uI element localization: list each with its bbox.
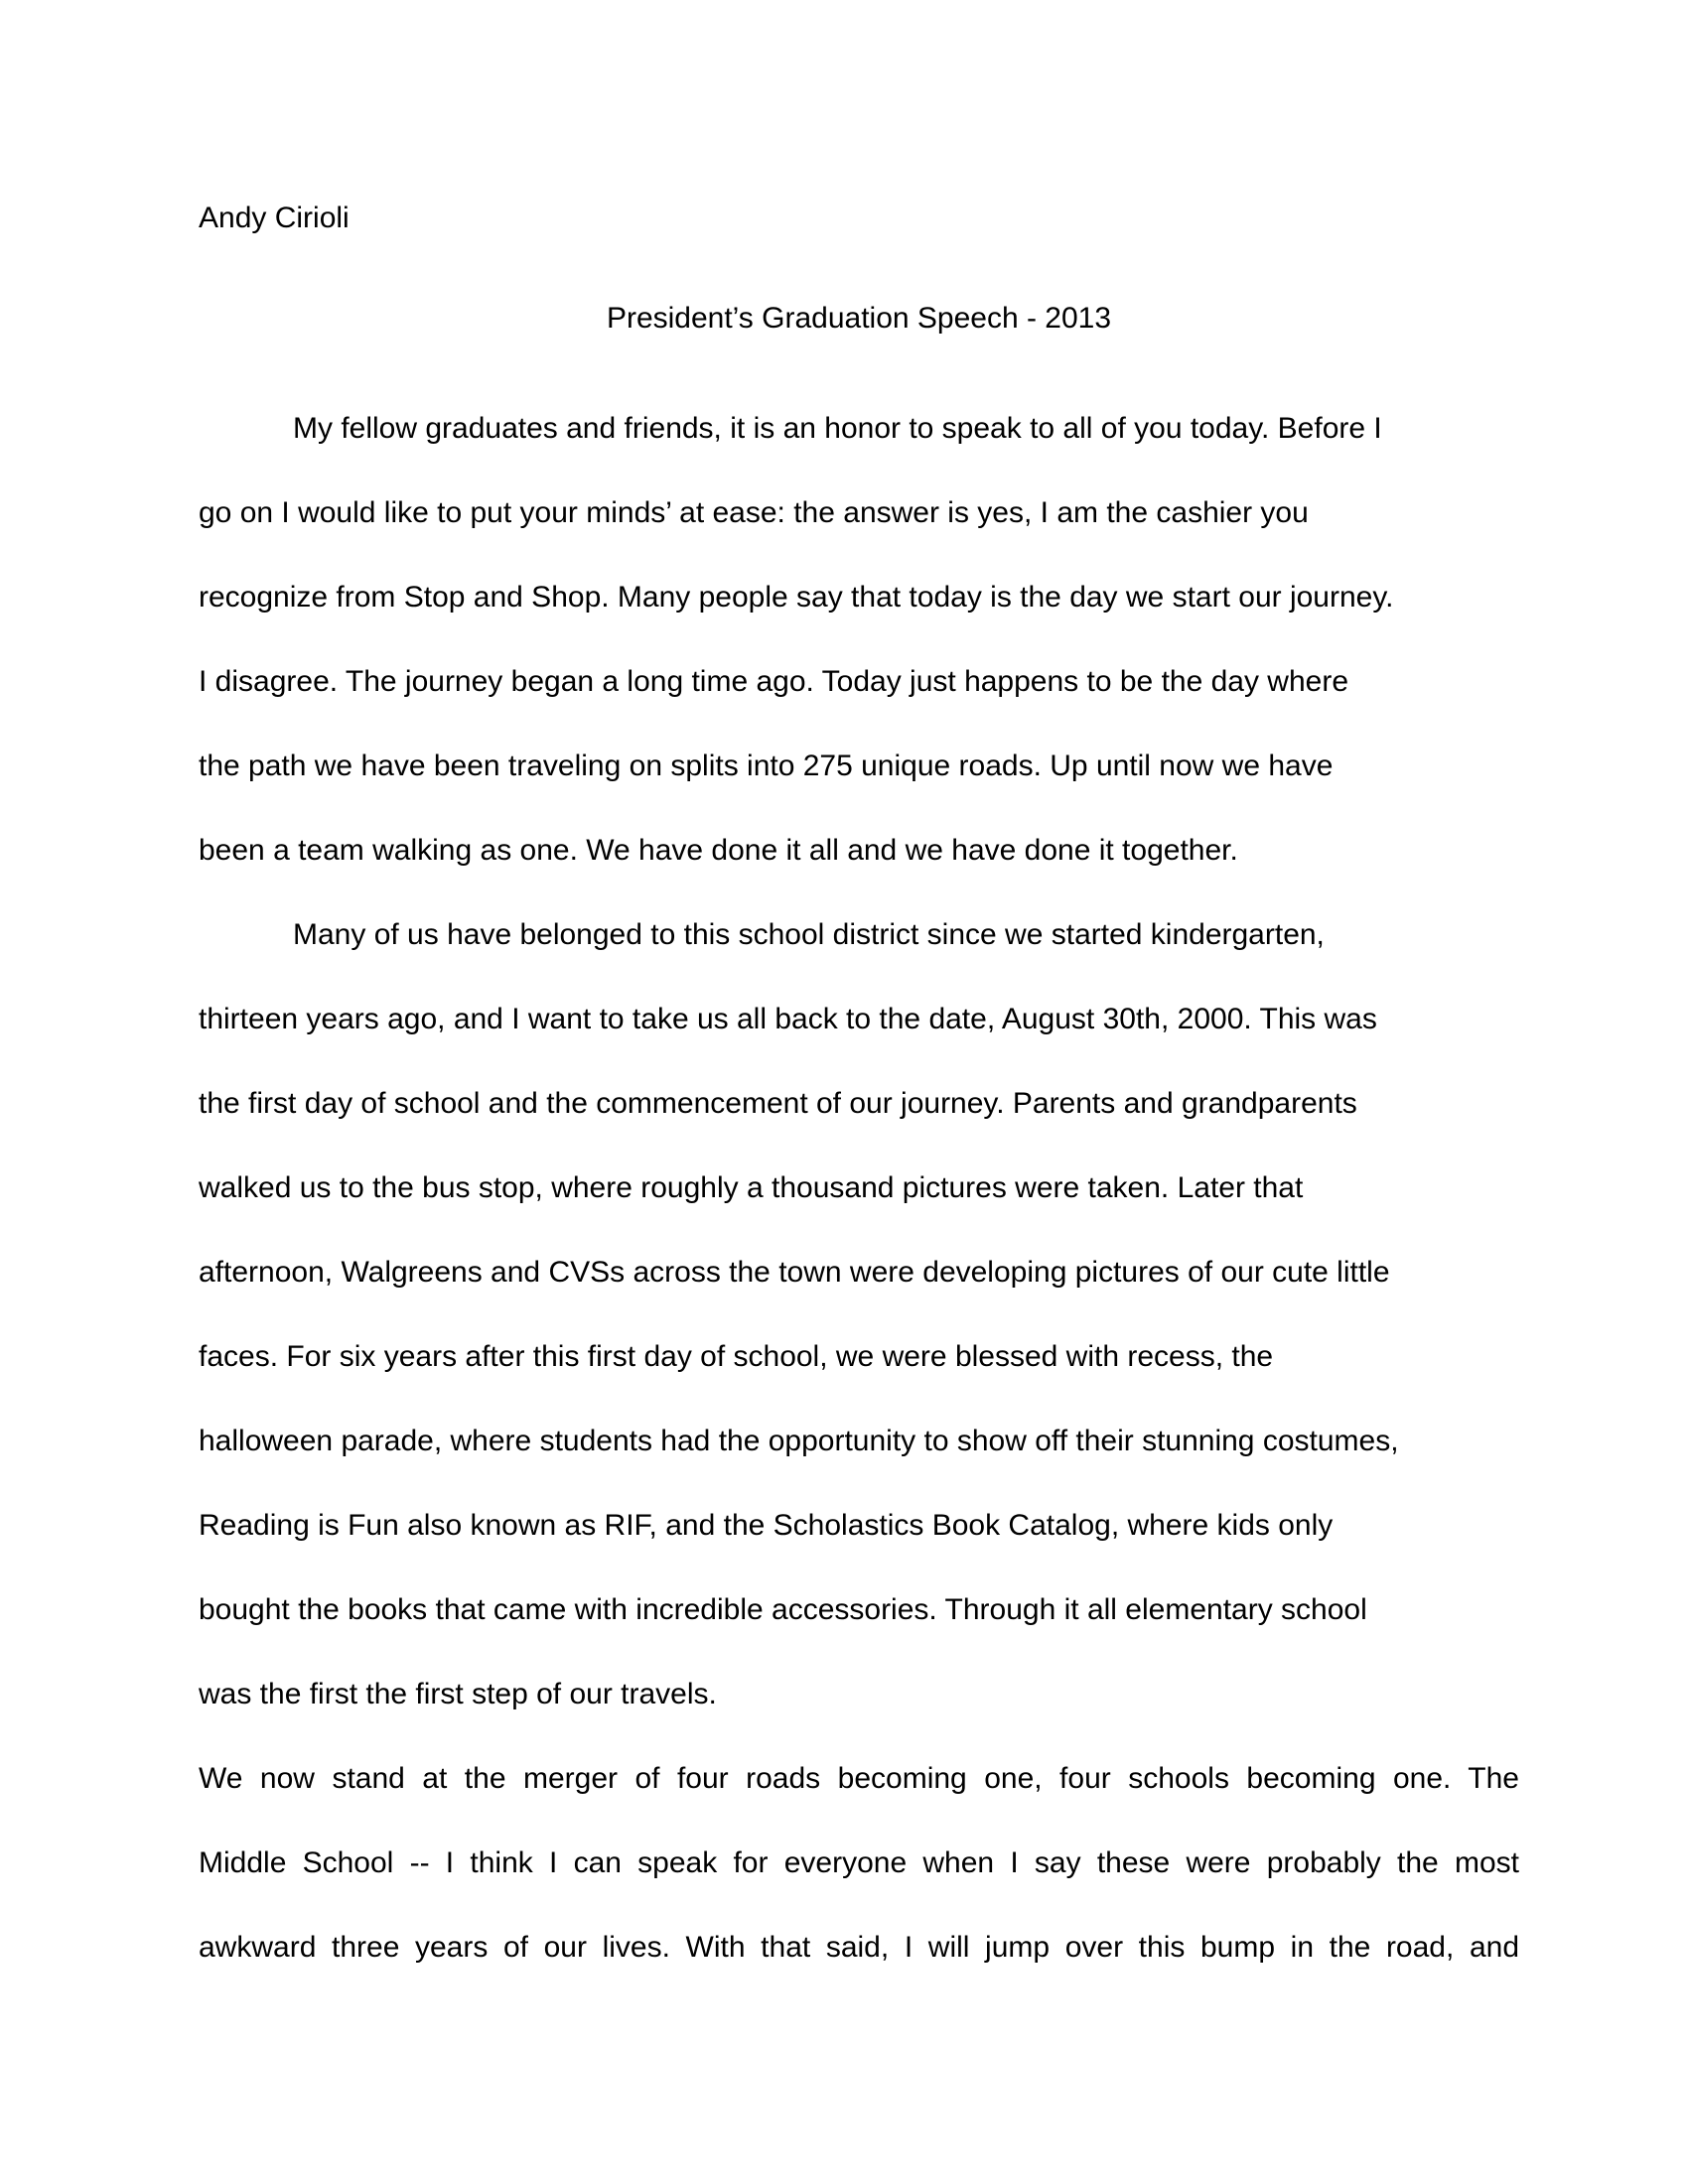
text-line: Reading is Fun also known as RIF, and the Scholastics Book Catalog, where kids only bbox=[199, 1509, 1334, 1542]
paragraph-2 bbox=[199, 892, 1519, 1736]
speech-title: President’s Graduation Speech - 2013 bbox=[606, 302, 1112, 335]
text-line: thirteen years ago, and I want to take us all back to the date, August 30th, 2000. This was bbox=[199, 1003, 1377, 1035]
text-line: bought the books that came with incredible accessories. Through it all elementary school bbox=[199, 1593, 1367, 1626]
text-line: faces. For six years after this first day of school, we were blessed with recess, the bbox=[199, 1340, 1274, 1373]
paragraph-3 bbox=[199, 1736, 1519, 1989]
text-line: the first day of school and the commencement of our journey. Parents and grandparents bbox=[199, 1087, 1357, 1120]
author-name: Andy Cirioli bbox=[199, 202, 350, 234]
text-line: halloween parade, where students had the opportunity to show off their stunning costumes, bbox=[199, 1425, 1399, 1457]
text-line: recognize from Stop and Shop. Many people say that today is the day we start our journey. bbox=[199, 581, 1394, 614]
text-line: Many of us have belonged to this school district since we started kindergarten, bbox=[293, 918, 1325, 951]
text-line: been a team walking as one. We have done it all and we have done it together. bbox=[199, 834, 1238, 867]
text-line: My fellow graduates and friends, it is an honor to speak to all of you today. Before I bbox=[293, 412, 1382, 445]
text-line: I disagree. The journey began a long time ago. Today just happens to be the day where bbox=[199, 665, 1349, 698]
text-line: the path we have been traveling on splits into 275 unique roads. Up until now we have bbox=[199, 750, 1334, 782]
text-line: walked us to the bus stop, where roughly a thousand pictures were taken. Later that bbox=[199, 1171, 1304, 1204]
text-line: was the first the first step of our travels. bbox=[199, 1678, 717, 1710]
text-line: go on I would like to put your minds’ at ease: the answer is yes, I am the cashier you bbox=[199, 496, 1309, 529]
text-line: awkward three years of our lives. With that said, I will jump over this bump in the road, and bbox=[199, 1931, 1519, 1964]
paragraph-1 bbox=[199, 386, 1519, 892]
text-line: afternoon, Walgreens and CVSs across the town were developing pictures of our cute little bbox=[199, 1256, 1390, 1289]
text-line: Middle School -- I think I can speak for everyone when I say these were probably the most bbox=[199, 1846, 1519, 1879]
text-column bbox=[199, 0, 1519, 1989]
text-line: We now stand at the merger of four roads becoming one, four schools becoming one. The bbox=[199, 1762, 1519, 1795]
